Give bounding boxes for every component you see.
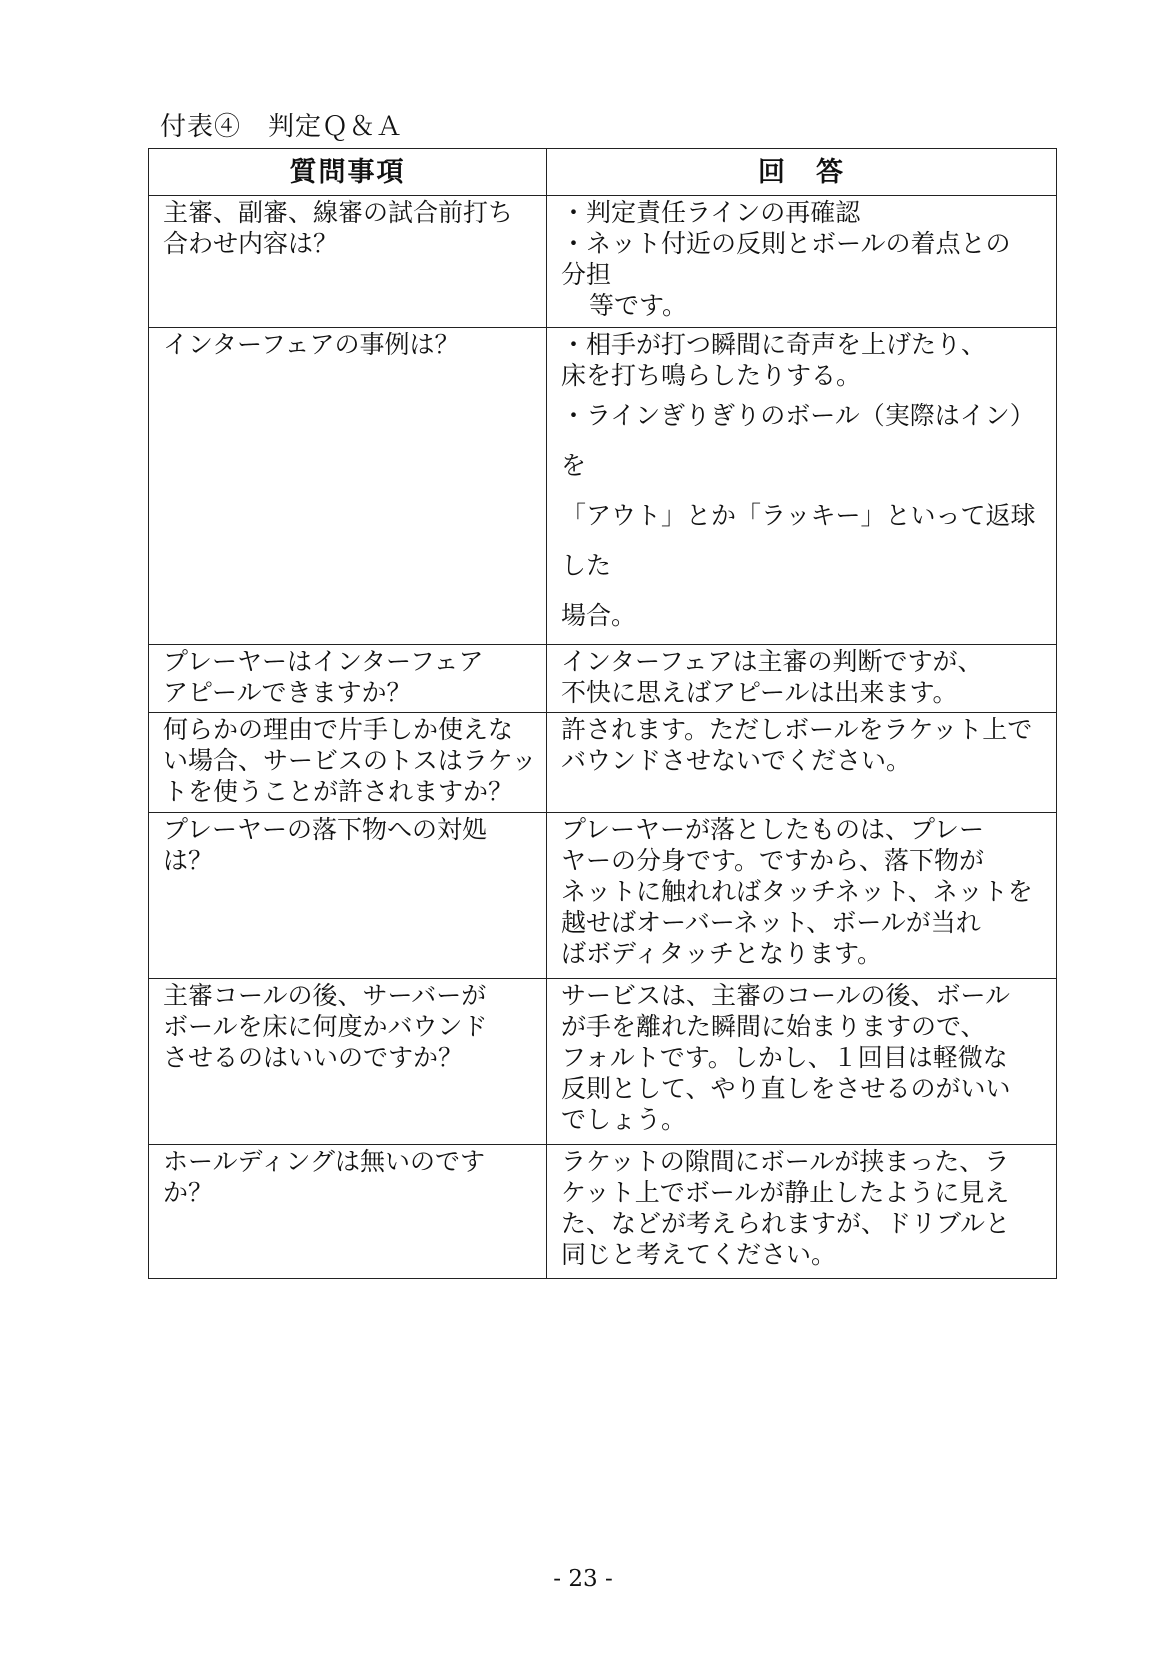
question-line: い場合、サービスのトスはラケッ [163,746,537,775]
table-header-row [149,149,1057,196]
answer-cell [547,1145,1057,1279]
page-number: - 23 - [553,1566,613,1592]
answer-line: 不快に思えばアピールは出来ます。 [561,678,958,707]
answer-line: が手を離れた瞬間に始まりますので、 [561,1012,986,1041]
question-line: させるのはいいのですか？ [163,1043,464,1072]
answer-line: ・ネット付近の反則とボールの着点との [561,229,1011,258]
question-cell [149,645,547,713]
table-row [149,645,1057,713]
table-row [149,196,1057,328]
question-cell [149,328,547,645]
table-row [149,1145,1057,1279]
question-line: か？ [163,1178,214,1207]
answer-line: 反則として、やり直しをさせるのがいい [561,1074,1011,1103]
answer-line: 越せばオーバーネット、ボールが当れ [561,908,981,937]
answer-line: 分担 [561,260,612,289]
question-line: トを使うことが許されますか？ [163,777,514,806]
answer-cell [547,813,1057,979]
table-row [149,328,1057,645]
question-line: は？ [163,846,214,875]
question-cell [149,713,547,813]
answer-line: 同じと考えてください。 [561,1240,837,1269]
answer-cell [547,196,1057,328]
answer-line: バウンドさせないでください。 [561,746,912,775]
answer-line: ケット上でボールが静止したように見え [561,1178,1010,1207]
answer-line: 場合。 [561,601,637,630]
answer-line: でしょう。 [561,1105,687,1134]
answer-line: フォルトです。しかし、１回目は軽微な [561,1043,1008,1072]
question-line: 主審、副審、線審の試合前打ち [163,198,514,227]
question-line: 主審コールの後、サーバーが [163,981,487,1010]
table-row [149,713,1057,813]
question-cell [149,1145,547,1279]
answer-line: 「アウト」とか「ラッキー」といって返球した [561,501,1036,580]
question-line: アピールできますか？ [163,678,412,707]
question-line: 合わせ内容は？ [163,229,339,258]
answer-cell [547,979,1057,1145]
answer-line: サービスは、主審のコールの後、ボール [561,981,1011,1010]
question-line: ボールを床に何度かバウンド [163,1012,488,1041]
question-cell [149,813,547,979]
answer-line: インターフェアは主審の判断ですが、 [561,647,983,676]
page-title: 付表④ 判定Ｑ＆Ａ [160,112,404,142]
answer-line: ・ラインぎりぎりのボール（実際はイン）を [561,401,1035,480]
question-line: 何らかの理由で片手しか使えな [163,715,514,744]
answer-cell [547,713,1057,813]
answer-line: プレーヤーが落としたものは、プレー [561,815,985,844]
table-row [149,979,1057,1145]
qa-table [148,148,1057,1279]
answer-line: ・相手が打つ瞬間に奇声を上げたり、 [561,330,987,359]
table-row [149,813,1057,979]
answer-line: ・判定責任ラインの再確認 [561,198,861,227]
answer-line: ネットに触れればタッチネット、ネットを [561,877,1033,906]
question-line: プレーヤーの落下物への対処 [163,815,488,844]
answer-line: ヤーの分身です。ですから、落下物が [561,846,985,875]
question-line: インターフェアの事例は？ [163,330,460,359]
header-question: 質問事項 [149,149,547,196]
answer-line: た、などが考えられますが、ドリブルと [561,1209,1011,1238]
answer-line: 等です。 [589,291,688,320]
question-cell [149,979,547,1145]
answer-line: 許されます。ただしボールをラケット上で [561,715,1033,744]
answer-cell [547,328,1057,645]
header-answer: 回 答 [547,149,1057,196]
question-line: プレーヤーはインターフェア [163,647,484,676]
answer-line: ばボディタッチとなります。 [561,939,883,968]
answer-line: ラケットの隙間にボールが挟まった、ラ [561,1147,1010,1176]
question-line: ホールディングは無いのです [163,1147,486,1176]
question-cell [149,196,547,328]
answer-cell [547,645,1057,713]
answer-line: 床を打ち鳴らしたりする。 [561,361,862,390]
